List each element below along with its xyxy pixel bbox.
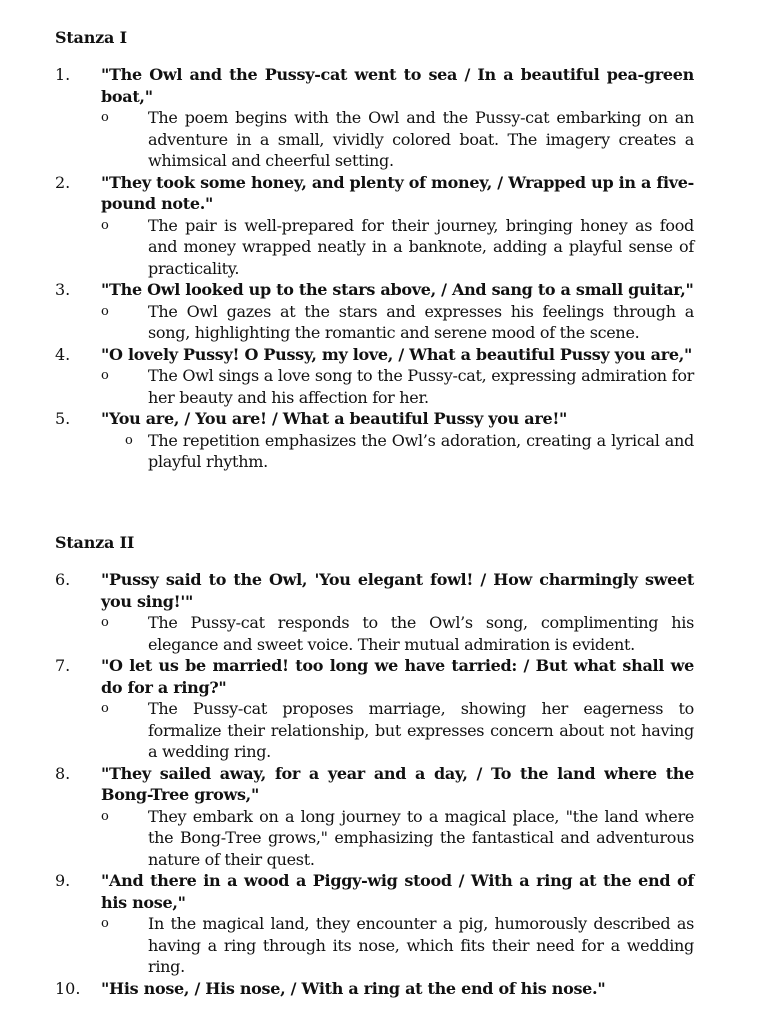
quote-line: "Pussy said to the Owl, 'You elegant fowl! / How charmingly sweet you sing!'" bbox=[101, 570, 694, 611]
explanation-text: In the magical land, they encounter a pig, humorously described as having a ring through its nose, which fits their need for a wedding ring. bbox=[148, 914, 694, 976]
list-item bbox=[0, 279, 768, 344]
list-item bbox=[0, 344, 768, 409]
list-item bbox=[0, 569, 768, 655]
bullet-icon: o bbox=[101, 217, 109, 233]
item-number: 10. bbox=[55, 978, 81, 998]
quote-line: "O lovely Pussy! O Pussy, my love, / What a beautiful Pussy you are," bbox=[101, 344, 693, 364]
quote-line: "O let us be married! too long we have tarried: / But what shall we do for a ring?" bbox=[101, 656, 694, 697]
quote-line: "You are, / You are! / What a beautiful Pussy you are!" bbox=[101, 409, 568, 428]
item-number: 4. bbox=[55, 344, 71, 364]
list-item bbox=[0, 763, 768, 871]
quote-line: "They took some honey, and plenty of money, / Wrapped up in a five-pound note." bbox=[101, 172, 694, 213]
bullet-icon: o bbox=[101, 701, 109, 716]
explanation-text: The Pussy-cat proposes marriage, showing her eagerness to formalize their relationship, but expresses concern about not having a wedding ring. bbox=[148, 699, 694, 761]
list-item bbox=[0, 64, 768, 172]
explanation bbox=[0, 301, 768, 344]
stanza-heading: Stanza I bbox=[55, 28, 127, 47]
explanation-text: The Pussy-cat responds to the Owl’s song, complimenting his elegance and sweet voice. Their mutual admiration is evident. bbox=[148, 613, 694, 654]
item-number: 1. bbox=[55, 65, 71, 84]
explanation-text: The pair is well-prepared for their journey, bringing honey as food and money wrapped neatly in a banknote, adding a playful sense of practicality. bbox=[148, 215, 694, 278]
explanation bbox=[0, 806, 768, 871]
bullet-icon: o bbox=[101, 110, 109, 125]
explanation-text: The repetition emphasizes the Owl’s adoration, creating a lyrical and playful rhythm. bbox=[148, 430, 694, 471]
explanation-text: The Owl sings a love song to the Pussy-cat, expressing admiration for her beauty and his affection for her. bbox=[148, 366, 694, 407]
quote-line: "And there in a wood a Piggy-wig stood / With a ring at the end of his nose," bbox=[101, 871, 694, 912]
explanation-text: The Owl gazes at the stars and expresses his feelings through a song, highlighting the romantic and serene mood of the scene. bbox=[148, 301, 694, 342]
bullet-icon: o bbox=[125, 432, 133, 448]
list-item bbox=[0, 408, 768, 473]
explanation bbox=[0, 215, 768, 280]
explanation-text: They embark on a long journey to a magical place, "the land where the Bong-Tree grows," emphasizing the fantastical and adventurous nature of their quest. bbox=[148, 806, 694, 869]
item-number: 3. bbox=[55, 280, 71, 299]
quote-line: "The Owl looked up to the stars above, / And sang to a small guitar," bbox=[101, 280, 694, 299]
item-number: 2. bbox=[55, 172, 71, 192]
explanation bbox=[0, 365, 768, 408]
stanza-2-list bbox=[0, 569, 768, 999]
bullet-icon: o bbox=[101, 303, 109, 319]
explanation-text: The poem begins with the Owl and the Pussy-cat embarking on an adventure in a small, vividly colored boat. The imagery creates a whimsical and cheerful setting. bbox=[148, 108, 694, 170]
quote-line: "They sailed away, for a year and a day, / To the land where the Bong-Tree grows," bbox=[101, 763, 694, 804]
list-item bbox=[0, 655, 768, 763]
explanation bbox=[0, 913, 768, 978]
list-item bbox=[0, 172, 768, 280]
bullet-icon: o bbox=[101, 916, 109, 931]
item-number: 8. bbox=[55, 763, 71, 783]
quote-line: "The Owl and the Pussy-cat went to sea / In a beautiful pea-green boat," bbox=[101, 65, 694, 106]
item-number: 7. bbox=[55, 656, 71, 675]
quote-line: "His nose, / His nose, / With a ring at the end of his nose." bbox=[101, 978, 606, 998]
stanza-1-list bbox=[0, 64, 768, 473]
bullet-icon: o bbox=[101, 808, 109, 824]
item-number: 5. bbox=[55, 409, 71, 428]
explanation bbox=[0, 107, 768, 172]
explanation bbox=[0, 430, 768, 473]
stanza-heading: Stanza II bbox=[55, 533, 135, 552]
explanation bbox=[0, 612, 768, 655]
bullet-icon: o bbox=[101, 368, 109, 383]
list-item bbox=[0, 978, 768, 1000]
list-item bbox=[0, 870, 768, 978]
bullet-icon: o bbox=[101, 615, 109, 630]
item-number: 6. bbox=[55, 570, 71, 589]
item-number: 9. bbox=[55, 871, 71, 890]
explanation bbox=[0, 698, 768, 763]
